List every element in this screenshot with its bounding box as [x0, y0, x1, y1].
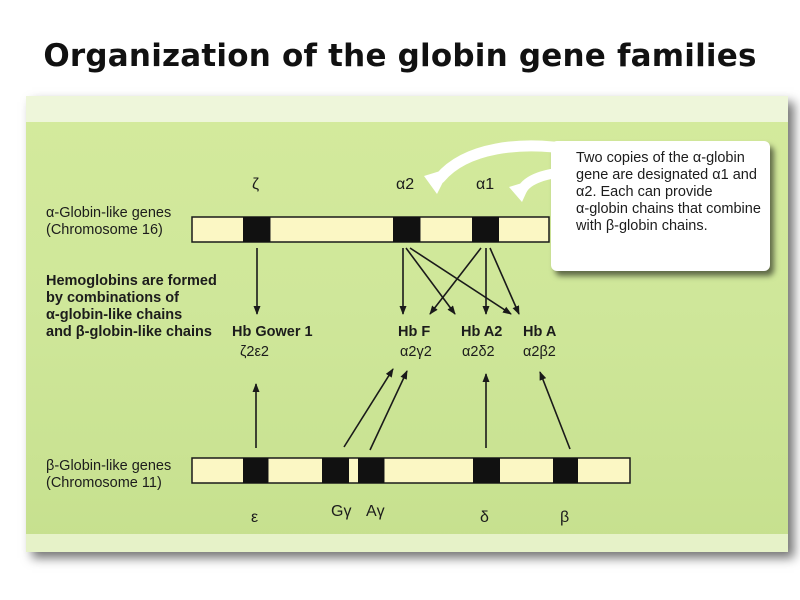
gene-block-beta: [553, 458, 578, 483]
gene-label-delta: δ: [480, 509, 489, 526]
callout-arrowhead-alpha2: [424, 168, 450, 194]
gene-block-delta: [473, 458, 500, 483]
arrow-alpha2-hba: [410, 248, 511, 314]
hb-name-f: Hb F: [398, 324, 431, 340]
gene-block-g-gamma: [322, 458, 349, 483]
gene-block-epsilon: [243, 458, 268, 483]
gene-label-zeta: ζ: [252, 176, 260, 193]
arrow-beta-hba: [540, 372, 570, 449]
hb-chains-a: α2β2: [523, 344, 556, 360]
beta-chromosome-bar: [192, 458, 630, 483]
hb-chains-a2: α2δ2: [462, 344, 495, 360]
gene-label-epsilon: ε: [251, 509, 259, 526]
hb-name-a2: Hb A2: [461, 324, 503, 340]
hb-chains-gower1: ζ2ε2: [240, 344, 269, 360]
callout-text: [576, 150, 770, 235]
arrow-alpha1-hbf: [430, 248, 481, 314]
callout-line: Two copies of the α-globin: [576, 150, 745, 166]
gene-label-a-gamma: Aγ: [366, 503, 385, 520]
alpha-arrows: [257, 248, 519, 314]
beta-row-label: [46, 458, 171, 492]
callout-line: α-globin chains that combine: [576, 201, 761, 217]
callout-line: α2. Each can provide: [576, 184, 713, 200]
gene-label-alpha1: α1: [476, 176, 495, 193]
gene-block-a-gamma: [358, 458, 384, 483]
arrow-ggamma-hbf: [344, 369, 393, 447]
gene-label-beta: β: [560, 509, 570, 526]
beta-row-label-line1: β-Globin-like genes: [46, 458, 172, 474]
hb-chains-f: α2γ2: [400, 344, 432, 360]
arrow-alpha1-hba: [490, 248, 519, 314]
callout-line: with β-globin chains.: [576, 218, 708, 234]
alpha-row-label-line2: (Chromosome 16): [46, 222, 163, 238]
alpha-row-label-line1: α-Globin-like genes: [46, 205, 172, 221]
hemoglobin-note-line: by combinations of: [46, 290, 179, 306]
hb-name-gower1: Hb Gower 1: [232, 324, 313, 340]
alpha-chromosome-bar: [192, 217, 549, 242]
alpha-row-label: [46, 205, 171, 239]
arrow-agamma-hbf: [370, 371, 407, 450]
gene-block-zeta: [243, 217, 270, 242]
slide-title: Organization of the globin gene families: [43, 38, 757, 74]
gene-block-alpha1: [472, 217, 499, 242]
hemoglobin-note: [46, 273, 217, 341]
hemoglobin-note-line: α-globin-like chains: [46, 307, 183, 323]
hemoglobin-note-line: and β-globin-like chains: [46, 324, 212, 340]
beta-arrows: [256, 369, 570, 450]
callout-line: gene are designated α1 and: [576, 167, 757, 183]
hb-name-a: Hb A: [523, 324, 557, 340]
arrow-alpha2-hba2: [406, 248, 455, 314]
gene-label-g-gamma: Gγ: [331, 503, 352, 520]
hemoglobin-note-line: Hemoglobins are formed: [46, 273, 217, 289]
gene-label-alpha2: α2: [396, 176, 415, 193]
beta-row-label-line2: (Chromosome 11): [46, 475, 162, 491]
gene-block-alpha2: [393, 217, 420, 242]
